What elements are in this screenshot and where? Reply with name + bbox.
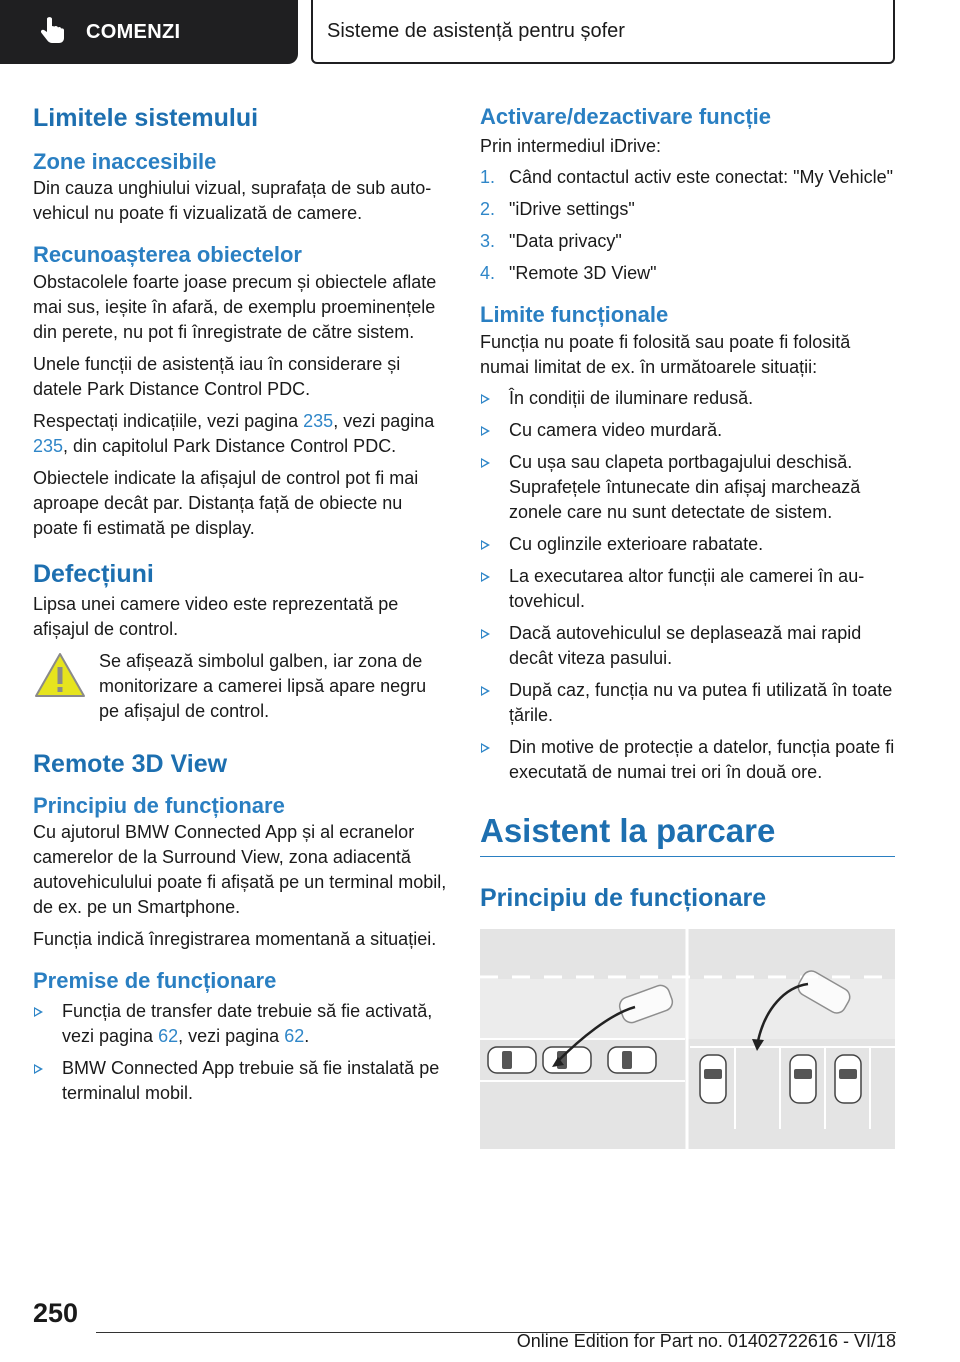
warning-text: Se afișează simbolul galben, iar zona de monitorizare a camerei lipsă apare negru pe afișajul de control.	[99, 650, 427, 721]
section-tab	[311, 0, 895, 64]
list-item: În condiții de iluminare redusă.	[480, 386, 895, 411]
list-item: Cu camera video murdară.	[480, 418, 895, 443]
heading-remote-3d-view: Remote 3D View	[33, 749, 228, 778]
bullet-triangle-icon	[481, 572, 490, 582]
list-item: BMW Connected App trebuie să fie instalată pe terminalul mobil.	[33, 1056, 448, 1106]
heading-recognition: Recunoașterea obiectelor	[33, 242, 302, 268]
page-link-235[interactable]: 235	[303, 410, 334, 431]
recognition-p2: Unele funcții de asistență iau în considerare și datele Park Distance Control PDC.	[33, 353, 401, 399]
heading-limits: Limitele sistemului	[33, 104, 259, 132]
heading-function-limits: Limite funcționale	[480, 302, 669, 328]
right-column	[480, 100, 895, 1149]
steps-list	[480, 165, 895, 286]
limits-list	[480, 386, 895, 785]
principle-p1: Cu ajutorul BMW Connected App și al ecranelor camerelor de la Surround View, zona adiacentă autovehiculului poate fi afișată pe un terminal mobil, de ex. pe un Smartphone.	[33, 822, 447, 918]
warning-triangle-icon	[33, 651, 87, 699]
heading-parking-principle: Principiu de funcționare	[480, 884, 767, 913]
heading-premise: Premise de funcționare	[33, 968, 277, 994]
list-item: Dacă autovehiculul se deplasează mai rapid decât viteza pasului.	[480, 621, 895, 671]
principle-p2: Funcția indică înregistrarea momentană a situației.	[33, 929, 437, 950]
chapter-tab	[0, 0, 298, 64]
page-link-62[interactable]: 62	[158, 1025, 179, 1046]
list-item: Din motive de protecție a datelor, funcția poate fi executată de numai trei ori în două ore.	[480, 735, 895, 785]
list-item: Cu ușa sau clapeta portbagajului deschisă. Suprafețele întunecate din afișaj marchează zonele care nu sunt detectate de sistem.	[480, 450, 895, 525]
heading-principle: Principiu de funcționare	[33, 792, 285, 818]
bullet-triangle-icon	[481, 743, 490, 753]
list-item: După caz, funcția nu va putea fi utilizată în toate țările.	[480, 678, 895, 728]
bullet-triangle-icon	[481, 629, 490, 639]
page-header	[0, 0, 960, 66]
left-column	[33, 100, 448, 1106]
list-item: Cu oglinzile exterioare rabatate.	[480, 532, 895, 557]
bullet-triangle-icon	[481, 458, 490, 468]
list-item: 1. Când contactul activ este conectat: "My Vehicle"	[480, 167, 893, 188]
activate-intro: Prin intermediul iDrive:	[480, 136, 662, 157]
bullet-triangle-icon	[34, 1064, 43, 1074]
recognition-p1: Obstacolele foarte joase precum și obiectele aflate mai sus, ieșite în afară, de exemplu proeminențele din perete, nu pot fi înregistrate de către sistem.	[33, 271, 437, 342]
warning-block	[33, 649, 448, 725]
heading-activate: Activare/dezactivare funcție	[480, 104, 772, 129]
recognition-p4: Obiectele indicate la afișajul de control pot fi mai aproape decât par. Distanța față de obiecte nu poate fi estimată pe display.	[33, 467, 419, 538]
heading-defects: Defecțiuni	[33, 559, 154, 588]
premise-list	[33, 999, 448, 1106]
bullet-triangle-icon	[481, 686, 490, 696]
list-item: 3. "Data privacy"	[480, 231, 622, 252]
heading-zone: Zone inaccesibile	[33, 149, 217, 174]
limits-intro: Funcția nu poate fi folosită sau poate fi folosită numai limitat de ex. în următoarele situații:	[480, 331, 851, 377]
list-item: La executarea altor funcții ale camerei în autovehicul.	[480, 564, 895, 614]
list-item: Funcția de transfer date trebuie să fie activată, vezi pagina 62, vezi pagina 62.	[33, 999, 448, 1049]
bullet-triangle-icon	[481, 394, 490, 404]
defect-text: Lipsa unei camere video este reprezentată pe afișajul de control.	[33, 593, 399, 639]
zone-text: Din cauza unghiului vizual, suprafața de sub autovehicul nu poate fi vizualizată de camere.	[33, 178, 432, 224]
page-link-62[interactable]: 62	[284, 1025, 305, 1046]
recognition-p3: Respectați indicațiile, vezi pagina 235, vezi pagina 235, din capitolul Park Distance Control PDC.	[33, 410, 435, 456]
list-item: 2. "iDrive settings"	[480, 199, 635, 220]
section-label: Sisteme de asistență pentru șofer	[327, 19, 625, 42]
bullet-triangle-icon	[481, 426, 490, 436]
page-link-235[interactable]: 235	[33, 435, 64, 456]
parking-illustration	[480, 929, 895, 1149]
heading-parking-assistant: Asistent la parcare	[480, 811, 895, 858]
hand-pointer-icon	[36, 15, 70, 49]
bullet-triangle-icon	[481, 540, 490, 550]
edition-text: Online Edition for Part no. 01402722616 - VI/18	[516, 1331, 896, 1351]
chapter-label: COMENZI	[86, 20, 181, 43]
page-number: 250	[33, 1298, 79, 1328]
bullet-triangle-icon	[34, 1007, 43, 1017]
list-item: 4. "Remote 3D View"	[480, 263, 657, 284]
parking-scene	[480, 929, 895, 1149]
